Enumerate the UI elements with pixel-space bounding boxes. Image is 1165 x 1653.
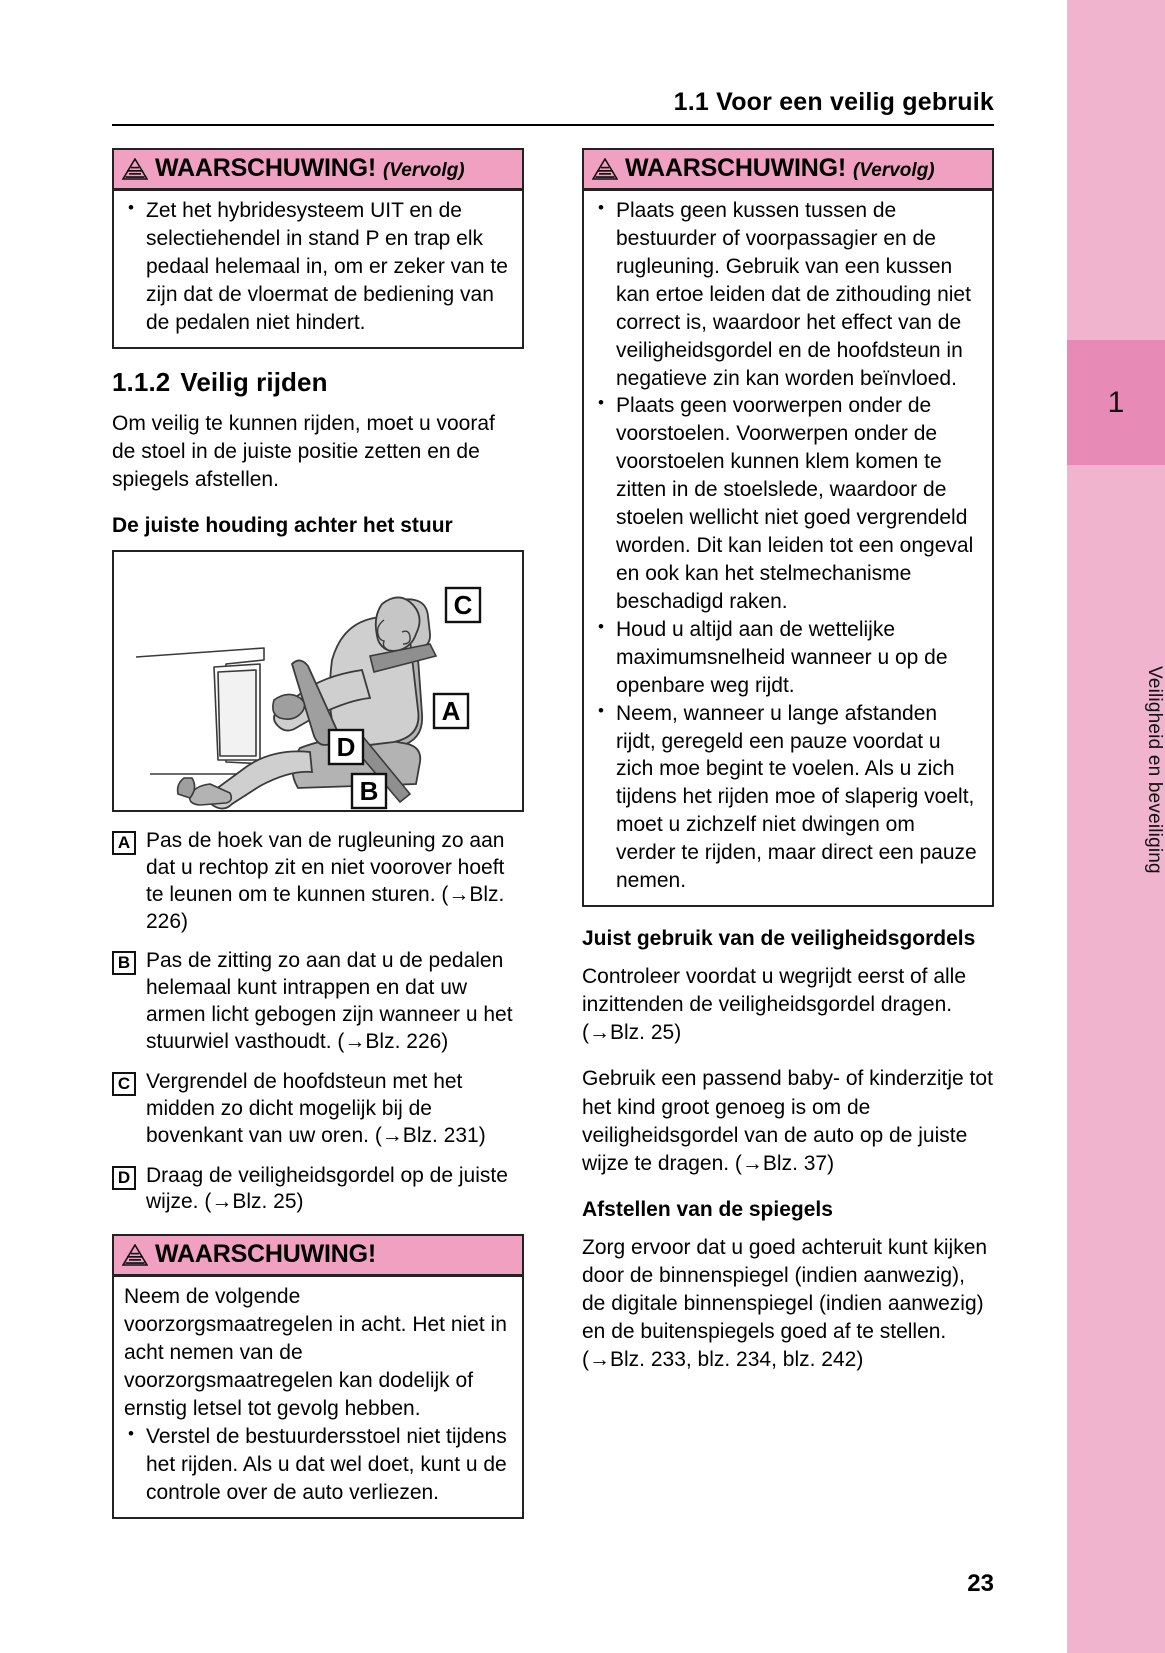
list-item: • Houd u altijd aan de wettelijke maximumsnelheid wanneer u op de openbare weg rijdt. [594,616,980,700]
list-item: • Verstel de bestuurdersstoel niet tijdens het rijden. Als u dat wel doet, kunt u de controle over de auto verliezen. [124,1423,510,1507]
list-item [112,948,524,1056]
paragraph-seatbelts-1: Controleer voordat u wegrijdt eerst of alle inzittenden de veiligheidsgordel dragen. (→Blz. 25) [582,965,967,1045]
svg-text:B: B [359,775,379,806]
callout-badge-b: B [112,951,136,975]
warning-body [584,191,992,905]
paragraph-seatbelts-2: Gebruik een passend baby- of kinderzitje tot het kind groot genoeg is om de veiligheidsgordel van de auto op de juiste wijze te dragen. (→Blz. 37) [582,1067,993,1175]
paragraph-mirrors: Zorg ervoor dat u goed achteruit kunt kijken door de binnenspiegel (indien aanwezig), de digitale binnenspiegel (indien aanwezig) en de buitenspiegels goed af te stellen. (→Blz. 233, blz. 234, blz. 242) [582,1235,988,1372]
callout-text-b: Pas de zitting zo aan dat u de pedalen helemaal kunt intrappen en dat uw armen licht gebogen zijn wanneer u het stuurwiel vasthoudt. (→Blz. 226) [146,949,513,1054]
warning-continued-label: (Vervolg) [852,160,935,181]
svg-text:D: D [336,731,356,762]
page-number: 23 [967,1570,994,1597]
warning-bullet-list [124,1423,510,1507]
warning-title: WAARSCHUWING! [625,154,846,182]
warning-box-bottom-left [112,1234,524,1518]
warning-continued-label: (Vervolg) [382,160,465,181]
list-item: • Plaats geen kussen tussen de bestuurder of voorpassagier en de rugleuning. Gebruik van een kussen kan ertoe leiden dat de zithouding niet correct is, waardoor het effect van de veiligheidsgordel en de hoofdsteun in negatieve zin kan worden beïnvloed. [594,197,980,392]
callout-a [434,694,468,728]
subheading-seatbelts: Juist gebruik van de veiligheidsgordels [582,927,976,951]
list-item: • Neem, wanneer u lange afstanden rijdt, geregeld een pauze voordat u zich moe begint te voelen. Als u zich tijdens het rijden moe of slaperig voelt, moet u zichzelf niet dwingen om verder te rijden, maar direct een pauze nemen. [594,700,980,895]
warning-header [114,1236,522,1277]
callout-badge-c: C [112,1072,136,1096]
page-title: 1.1 Voor een veilig gebruik [673,88,994,116]
chapter-title-vertical: Veiligheid en beveiliging [1144,666,1165,874]
subheading-mirrors: Afstellen van de spiegels [582,1197,833,1221]
callout-d [329,730,363,764]
svg-text:C: C [453,589,473,620]
callout-text-c: Vergrendel de hoofdsteun met het midden zo dicht mogelijk bij de bovenkant van uw oren. (→Blz. 231) [146,1069,486,1147]
callout-badge-d: D [112,1166,136,1190]
list-item [112,828,524,936]
chapter-side-tab [1067,0,1165,1653]
intro-paragraph: Om veilig te kunnen rijden, moet u vooraf de stoel in de juiste positie zetten en de spiegels afstellen. [112,411,495,491]
warning-intro-text: Neem de volgende voorzorgsmaatregelen in acht. Het niet in acht nemen van de voorzorgsmaatregelen kan dodelijk of ernstig letsel tot gevolg hebben. [124,1285,507,1421]
section-number: 1.1.2 [112,366,171,397]
warning-title: WAARSCHUWING! [155,154,376,182]
svg-text:A: A [441,695,461,726]
chapter-number: 1 [1067,340,1165,465]
section-title: Veilig rijden [180,366,328,397]
right-column [582,148,994,1393]
callout-description-list [112,828,524,1216]
header-divider [112,124,994,126]
driving-posture-illustration [112,550,524,812]
warning-triangle-icon [122,158,148,180]
warning-triangle-icon [122,1244,148,1266]
warning-body [114,191,522,347]
left-column [112,148,524,1537]
warning-triangle-icon [592,158,618,180]
warning-box-top-left [112,148,524,349]
list-item [112,1163,524,1217]
list-item [112,1069,524,1150]
warning-box-top-right [582,148,994,907]
warning-bullet-list [594,197,980,895]
warning-header [114,150,522,191]
callout-text-a: Pas de hoek van de rugleuning zo aan dat u rechtop zit en niet voorover hoeft te leunen om te kunnen sturen. (→Blz. 226) [146,828,505,933]
callout-text-d: Draag de veiligheidsgordel op de juiste wijze. (→Blz. 25) [146,1163,508,1214]
callout-badge-a: A [112,831,136,855]
list-item: • Plaats geen voorwerpen onder de voorstoelen. Voorwerpen onder de voorstoelen kunnen klem komen te zitten in de stoelslede, waardoor de stoelen wellicht niet goed vergrendeld worden. Dit kan leiden tot een ongeval en ook kan het stelmechanisme beschadigd raken. [594,392,980,615]
section-heading [112,367,524,398]
subheading-posture: De juiste houding achter het stuur [112,513,453,537]
warning-header [584,150,992,191]
warning-body [114,1277,522,1516]
warning-bullet-list [124,197,510,337]
callout-b [352,774,386,808]
warning-title: WAARSCHUWING! [155,1240,376,1269]
list-item: • Zet het hybridesysteem UIT en de selectiehendel in stand P en trap elk pedaal helemaal in, om er zeker van te zijn dat de vloermat de bediening van de pedalen niet hindert. [124,197,510,337]
callout-c [446,588,480,622]
